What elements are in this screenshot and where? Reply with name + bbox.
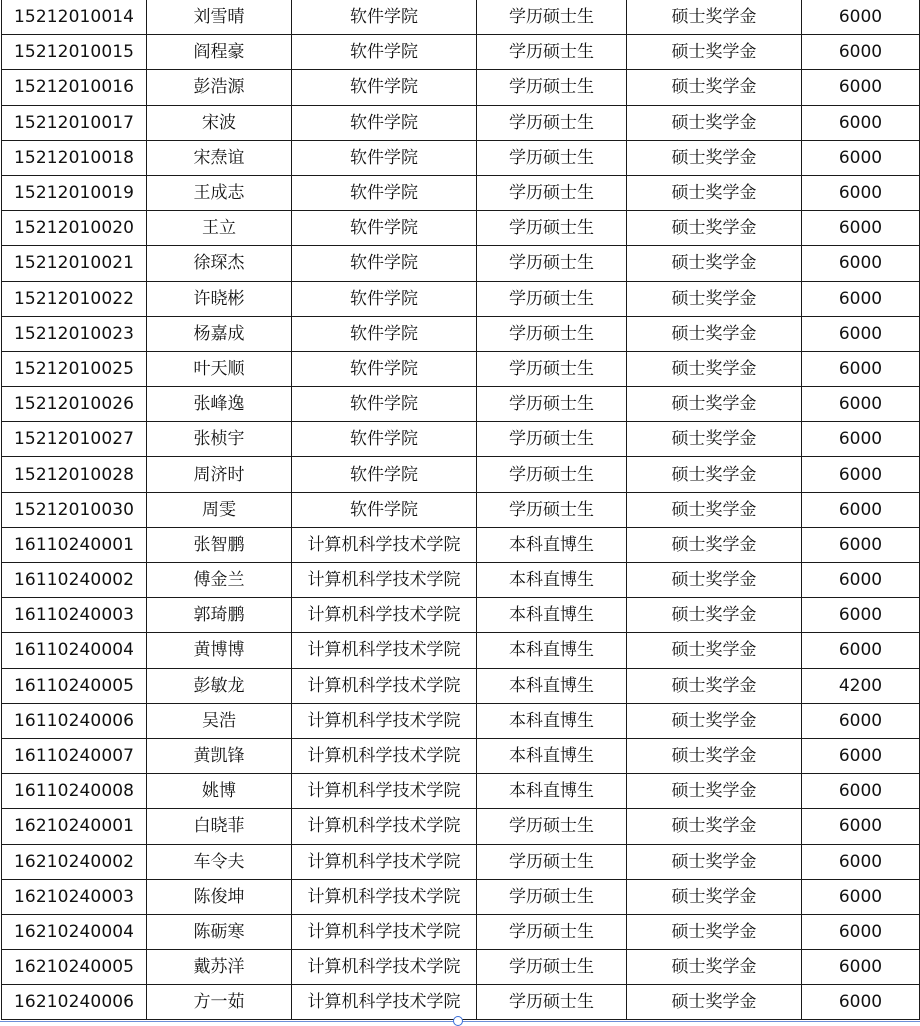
school-cell[interactable]: 计算机科学技术学院 bbox=[292, 738, 477, 773]
amount-cell[interactable]: 6000 bbox=[802, 351, 920, 386]
student-name-cell[interactable]: 吴浩 bbox=[147, 703, 292, 738]
student-type-cell[interactable]: 学历硕士生 bbox=[477, 70, 627, 105]
school-cell[interactable]: 软件学院 bbox=[292, 351, 477, 386]
school-cell[interactable]: 软件学院 bbox=[292, 457, 477, 492]
award-cell[interactable]: 硕士奖学金 bbox=[627, 703, 802, 738]
table-row[interactable] bbox=[2, 668, 920, 703]
student-name-cell[interactable]: 宋焘谊 bbox=[147, 140, 292, 175]
student-id-cell[interactable]: 16210240006 bbox=[2, 985, 147, 1020]
school-cell[interactable]: 软件学院 bbox=[292, 0, 477, 35]
award-cell[interactable]: 硕士奖学金 bbox=[627, 0, 802, 35]
amount-cell[interactable]: 6000 bbox=[802, 633, 920, 668]
table-row[interactable] bbox=[2, 0, 920, 35]
student-name-cell[interactable]: 王成志 bbox=[147, 175, 292, 210]
table-row[interactable] bbox=[2, 774, 920, 809]
school-cell[interactable]: 软件学院 bbox=[292, 492, 477, 527]
school-cell[interactable]: 计算机科学技术学院 bbox=[292, 703, 477, 738]
student-id-cell[interactable]: 16110240007 bbox=[2, 738, 147, 773]
amount-cell[interactable]: 6000 bbox=[802, 246, 920, 281]
amount-cell[interactable]: 6000 bbox=[802, 281, 920, 316]
school-cell[interactable]: 软件学院 bbox=[292, 246, 477, 281]
table-row[interactable] bbox=[2, 527, 920, 562]
student-name-cell[interactable]: 戴苏洋 bbox=[147, 950, 292, 985]
amount-cell[interactable]: 4200 bbox=[802, 668, 920, 703]
table-row[interactable] bbox=[2, 950, 920, 985]
table-row[interactable] bbox=[2, 914, 920, 949]
amount-cell[interactable]: 6000 bbox=[802, 563, 920, 598]
student-id-cell[interactable]: 16210240002 bbox=[2, 844, 147, 879]
table-row[interactable] bbox=[2, 387, 920, 422]
table-row[interactable] bbox=[2, 457, 920, 492]
amount-cell[interactable]: 6000 bbox=[802, 70, 920, 105]
table-row[interactable] bbox=[2, 316, 920, 351]
table-row[interactable] bbox=[2, 281, 920, 316]
table-row[interactable] bbox=[2, 422, 920, 457]
student-name-cell[interactable]: 彭浩源 bbox=[147, 70, 292, 105]
table-row[interactable] bbox=[2, 703, 920, 738]
amount-cell[interactable]: 6000 bbox=[802, 527, 920, 562]
award-cell[interactable]: 硕士奖学金 bbox=[627, 246, 802, 281]
student-id-cell[interactable]: 15212010026 bbox=[2, 387, 147, 422]
student-id-cell[interactable]: 15212010016 bbox=[2, 70, 147, 105]
school-cell[interactable]: 软件学院 bbox=[292, 387, 477, 422]
student-type-cell[interactable]: 本科直博生 bbox=[477, 774, 627, 809]
student-id-cell[interactable]: 15212010028 bbox=[2, 457, 147, 492]
table-row[interactable] bbox=[2, 70, 920, 105]
amount-cell[interactable]: 6000 bbox=[802, 211, 920, 246]
resize-handle[interactable] bbox=[453, 1016, 463, 1026]
student-name-cell[interactable]: 叶天顺 bbox=[147, 351, 292, 386]
student-id-cell[interactable]: 15212010019 bbox=[2, 175, 147, 210]
table-row[interactable] bbox=[2, 563, 920, 598]
student-type-cell[interactable]: 学历硕士生 bbox=[477, 914, 627, 949]
school-cell[interactable]: 软件学院 bbox=[292, 140, 477, 175]
student-id-cell[interactable]: 16210240001 bbox=[2, 809, 147, 844]
student-type-cell[interactable]: 学历硕士生 bbox=[477, 316, 627, 351]
student-name-cell[interactable]: 张桢宇 bbox=[147, 422, 292, 457]
school-cell[interactable]: 计算机科学技术学院 bbox=[292, 527, 477, 562]
award-cell[interactable]: 硕士奖学金 bbox=[627, 950, 802, 985]
student-type-cell[interactable]: 本科直博生 bbox=[477, 668, 627, 703]
table-row[interactable] bbox=[2, 738, 920, 773]
student-name-cell[interactable]: 张智鹏 bbox=[147, 527, 292, 562]
school-cell[interactable]: 软件学院 bbox=[292, 35, 477, 70]
table-row[interactable] bbox=[2, 140, 920, 175]
award-cell[interactable]: 硕士奖学金 bbox=[627, 387, 802, 422]
table-row[interactable] bbox=[2, 809, 920, 844]
award-cell[interactable]: 硕士奖学金 bbox=[627, 668, 802, 703]
amount-cell[interactable]: 6000 bbox=[802, 175, 920, 210]
table-row[interactable] bbox=[2, 175, 920, 210]
school-cell[interactable]: 计算机科学技术学院 bbox=[292, 844, 477, 879]
student-type-cell[interactable]: 学历硕士生 bbox=[477, 844, 627, 879]
student-name-cell[interactable]: 宋波 bbox=[147, 105, 292, 140]
school-cell[interactable]: 软件学院 bbox=[292, 281, 477, 316]
student-id-cell[interactable]: 15212010021 bbox=[2, 246, 147, 281]
student-id-cell[interactable]: 16210240003 bbox=[2, 879, 147, 914]
award-cell[interactable]: 硕士奖学金 bbox=[627, 809, 802, 844]
school-cell[interactable]: 计算机科学技术学院 bbox=[292, 914, 477, 949]
award-cell[interactable]: 硕士奖学金 bbox=[627, 316, 802, 351]
student-type-cell[interactable]: 学历硕士生 bbox=[477, 175, 627, 210]
amount-cell[interactable]: 6000 bbox=[802, 492, 920, 527]
table-row[interactable] bbox=[2, 844, 920, 879]
student-type-cell[interactable]: 学历硕士生 bbox=[477, 0, 627, 35]
student-type-cell[interactable]: 学历硕士生 bbox=[477, 879, 627, 914]
student-id-cell[interactable]: 16110240004 bbox=[2, 633, 147, 668]
award-cell[interactable]: 硕士奖学金 bbox=[627, 35, 802, 70]
student-name-cell[interactable]: 王立 bbox=[147, 211, 292, 246]
student-id-cell[interactable]: 15212010018 bbox=[2, 140, 147, 175]
amount-cell[interactable]: 6000 bbox=[802, 738, 920, 773]
amount-cell[interactable]: 6000 bbox=[802, 387, 920, 422]
amount-cell[interactable]: 6000 bbox=[802, 703, 920, 738]
student-type-cell[interactable]: 学历硕士生 bbox=[477, 211, 627, 246]
student-type-cell[interactable]: 学历硕士生 bbox=[477, 140, 627, 175]
student-name-cell[interactable]: 周雯 bbox=[147, 492, 292, 527]
student-type-cell[interactable]: 本科直博生 bbox=[477, 738, 627, 773]
amount-cell[interactable]: 6000 bbox=[802, 950, 920, 985]
award-cell[interactable]: 硕士奖学金 bbox=[627, 281, 802, 316]
student-type-cell[interactable]: 学历硕士生 bbox=[477, 492, 627, 527]
award-cell[interactable]: 硕士奖学金 bbox=[627, 738, 802, 773]
award-cell[interactable]: 硕士奖学金 bbox=[627, 211, 802, 246]
award-cell[interactable]: 硕士奖学金 bbox=[627, 774, 802, 809]
award-cell[interactable]: 硕士奖学金 bbox=[627, 844, 802, 879]
table-row[interactable] bbox=[2, 211, 920, 246]
student-name-cell[interactable]: 彭敏龙 bbox=[147, 668, 292, 703]
amount-cell[interactable]: 6000 bbox=[802, 35, 920, 70]
student-name-cell[interactable]: 傅金兰 bbox=[147, 563, 292, 598]
scholarship-table bbox=[1, 0, 920, 1020]
student-id-cell[interactable]: 15212010030 bbox=[2, 492, 147, 527]
table-row[interactable] bbox=[2, 105, 920, 140]
school-cell[interactable]: 计算机科学技术学院 bbox=[292, 563, 477, 598]
student-id-cell[interactable]: 15212010014 bbox=[2, 0, 147, 35]
student-type-cell[interactable]: 学历硕士生 bbox=[477, 457, 627, 492]
award-cell[interactable]: 硕士奖学金 bbox=[627, 633, 802, 668]
student-id-cell[interactable]: 15212010027 bbox=[2, 422, 147, 457]
student-id-cell[interactable]: 16110240002 bbox=[2, 563, 147, 598]
student-id-cell[interactable]: 15212010017 bbox=[2, 105, 147, 140]
amount-cell[interactable]: 6000 bbox=[802, 598, 920, 633]
student-id-cell[interactable]: 15212010023 bbox=[2, 316, 147, 351]
award-cell[interactable]: 硕士奖学金 bbox=[627, 985, 802, 1020]
amount-cell[interactable]: 6000 bbox=[802, 844, 920, 879]
amount-cell[interactable]: 6000 bbox=[802, 105, 920, 140]
school-cell[interactable]: 软件学院 bbox=[292, 316, 477, 351]
amount-cell[interactable]: 6000 bbox=[802, 985, 920, 1020]
table-row[interactable] bbox=[2, 598, 920, 633]
award-cell[interactable]: 硕士奖学金 bbox=[627, 140, 802, 175]
student-name-cell[interactable]: 车令夫 bbox=[147, 844, 292, 879]
table-row[interactable] bbox=[2, 246, 920, 281]
amount-cell[interactable]: 6000 bbox=[802, 457, 920, 492]
student-type-cell[interactable]: 本科直博生 bbox=[477, 703, 627, 738]
student-name-cell[interactable]: 阎程豪 bbox=[147, 35, 292, 70]
school-cell[interactable]: 计算机科学技术学院 bbox=[292, 774, 477, 809]
school-cell[interactable]: 软件学院 bbox=[292, 211, 477, 246]
award-cell[interactable]: 硕士奖学金 bbox=[627, 422, 802, 457]
student-type-cell[interactable]: 学历硕士生 bbox=[477, 387, 627, 422]
student-name-cell[interactable]: 白晓菲 bbox=[147, 809, 292, 844]
school-cell[interactable]: 计算机科学技术学院 bbox=[292, 668, 477, 703]
student-name-cell[interactable]: 郭琦鹏 bbox=[147, 598, 292, 633]
student-type-cell[interactable]: 学历硕士生 bbox=[477, 246, 627, 281]
student-name-cell[interactable]: 徐琛杰 bbox=[147, 246, 292, 281]
award-cell[interactable]: 硕士奖学金 bbox=[627, 457, 802, 492]
award-cell[interactable]: 硕士奖学金 bbox=[627, 175, 802, 210]
award-cell[interactable]: 硕士奖学金 bbox=[627, 105, 802, 140]
amount-cell[interactable]: 6000 bbox=[802, 914, 920, 949]
school-cell[interactable]: 计算机科学技术学院 bbox=[292, 809, 477, 844]
student-id-cell[interactable]: 16110240003 bbox=[2, 598, 147, 633]
student-id-cell[interactable]: 15212010020 bbox=[2, 211, 147, 246]
school-cell[interactable]: 软件学院 bbox=[292, 175, 477, 210]
student-name-cell[interactable]: 张峰逸 bbox=[147, 387, 292, 422]
student-type-cell[interactable]: 学历硕士生 bbox=[477, 351, 627, 386]
student-type-cell[interactable]: 本科直博生 bbox=[477, 563, 627, 598]
amount-cell[interactable]: 6000 bbox=[802, 0, 920, 35]
student-type-cell[interactable]: 学历硕士生 bbox=[477, 35, 627, 70]
award-cell[interactable]: 硕士奖学金 bbox=[627, 914, 802, 949]
student-id-cell[interactable]: 16210240004 bbox=[2, 914, 147, 949]
student-name-cell[interactable]: 黄博博 bbox=[147, 633, 292, 668]
student-name-cell[interactable]: 方一茹 bbox=[147, 985, 292, 1020]
award-cell[interactable]: 硕士奖学金 bbox=[627, 527, 802, 562]
student-name-cell[interactable]: 陈砺寒 bbox=[147, 914, 292, 949]
student-id-cell[interactable]: 16110240006 bbox=[2, 703, 147, 738]
student-id-cell[interactable]: 15212010025 bbox=[2, 351, 147, 386]
school-cell[interactable]: 计算机科学技术学院 bbox=[292, 879, 477, 914]
award-cell[interactable]: 硕士奖学金 bbox=[627, 879, 802, 914]
award-cell[interactable]: 硕士奖学金 bbox=[627, 70, 802, 105]
school-cell[interactable]: 软件学院 bbox=[292, 70, 477, 105]
student-name-cell[interactable]: 姚博 bbox=[147, 774, 292, 809]
student-name-cell[interactable]: 黄凯锋 bbox=[147, 738, 292, 773]
school-cell[interactable]: 计算机科学技术学院 bbox=[292, 950, 477, 985]
student-type-cell[interactable]: 学历硕士生 bbox=[477, 281, 627, 316]
student-type-cell[interactable]: 本科直博生 bbox=[477, 527, 627, 562]
amount-cell[interactable]: 6000 bbox=[802, 316, 920, 351]
student-id-cell[interactable]: 15212010015 bbox=[2, 35, 147, 70]
student-id-cell[interactable]: 16210240005 bbox=[2, 950, 147, 985]
amount-cell[interactable]: 6000 bbox=[802, 422, 920, 457]
table-row[interactable] bbox=[2, 492, 920, 527]
table-row[interactable] bbox=[2, 633, 920, 668]
student-type-cell[interactable]: 本科直博生 bbox=[477, 633, 627, 668]
school-cell[interactable]: 计算机科学技术学院 bbox=[292, 598, 477, 633]
student-id-cell[interactable]: 16110240008 bbox=[2, 774, 147, 809]
amount-cell[interactable]: 6000 bbox=[802, 140, 920, 175]
student-id-cell[interactable]: 16110240001 bbox=[2, 527, 147, 562]
award-cell[interactable]: 硕士奖学金 bbox=[627, 492, 802, 527]
amount-cell[interactable]: 6000 bbox=[802, 809, 920, 844]
table-row[interactable] bbox=[2, 879, 920, 914]
amount-cell[interactable]: 6000 bbox=[802, 879, 920, 914]
student-name-cell[interactable]: 杨嘉成 bbox=[147, 316, 292, 351]
student-type-cell[interactable]: 学历硕士生 bbox=[477, 105, 627, 140]
student-name-cell[interactable]: 周济时 bbox=[147, 457, 292, 492]
amount-cell[interactable]: 6000 bbox=[802, 774, 920, 809]
table-row[interactable] bbox=[2, 35, 920, 70]
student-type-cell[interactable]: 学历硕士生 bbox=[477, 950, 627, 985]
school-cell[interactable]: 软件学院 bbox=[292, 422, 477, 457]
student-id-cell[interactable]: 15212010022 bbox=[2, 281, 147, 316]
award-cell[interactable]: 硕士奖学金 bbox=[627, 598, 802, 633]
student-type-cell[interactable]: 学历硕士生 bbox=[477, 809, 627, 844]
student-name-cell[interactable]: 刘雪晴 bbox=[147, 0, 292, 35]
student-type-cell[interactable]: 本科直博生 bbox=[477, 598, 627, 633]
student-type-cell[interactable]: 学历硕士生 bbox=[477, 422, 627, 457]
school-cell[interactable]: 计算机科学技术学院 bbox=[292, 985, 477, 1020]
student-name-cell[interactable]: 陈俊坤 bbox=[147, 879, 292, 914]
student-id-cell[interactable]: 16110240005 bbox=[2, 668, 147, 703]
student-name-cell[interactable]: 许晓彬 bbox=[147, 281, 292, 316]
school-cell[interactable]: 计算机科学技术学院 bbox=[292, 633, 477, 668]
student-type-cell[interactable]: 学历硕士生 bbox=[477, 985, 627, 1020]
table-body bbox=[2, 0, 920, 1020]
table-row[interactable] bbox=[2, 985, 920, 1020]
award-cell[interactable]: 硕士奖学金 bbox=[627, 563, 802, 598]
award-cell[interactable]: 硕士奖学金 bbox=[627, 351, 802, 386]
table-row[interactable] bbox=[2, 351, 920, 386]
school-cell[interactable]: 软件学院 bbox=[292, 105, 477, 140]
